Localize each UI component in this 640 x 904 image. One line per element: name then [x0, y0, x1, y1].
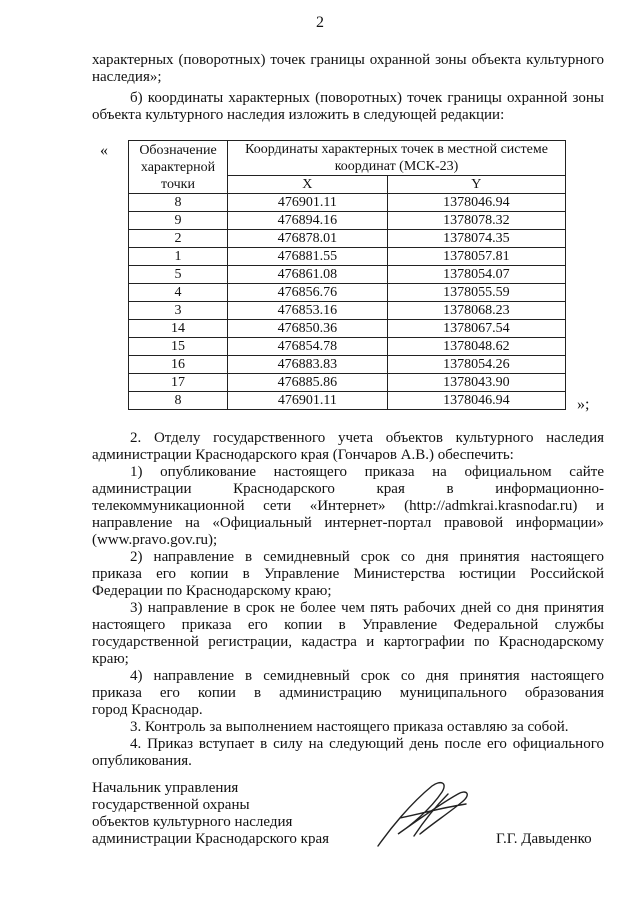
cell-x: 476901.11	[228, 392, 388, 410]
para3: 3. Контроль за выполнением настоящего приказа оставляю за собой.	[130, 719, 569, 735]
cell-x: 476894.16	[228, 212, 388, 230]
table-row	[129, 212, 566, 230]
table-row	[129, 194, 566, 212]
table-row	[129, 248, 566, 266]
signatory-title	[92, 780, 329, 848]
header-point: Обозначение характерной точки	[129, 141, 228, 194]
table-row	[129, 266, 566, 284]
cell-x: 476850.36	[228, 320, 388, 338]
cell-y: 1378054.26	[387, 356, 565, 374]
intro-line-2: наследия»;	[92, 69, 162, 85]
handwritten-signature	[370, 774, 480, 854]
opening-quote: «	[100, 142, 108, 159]
item-b-line-2: объекта культурного наследия изложить в следующей редакции:	[92, 107, 505, 123]
sub2-line-2: приказа его копии в Управление Министерства юстиции Российской	[92, 566, 604, 582]
table-row	[129, 302, 566, 320]
table-row	[129, 392, 566, 410]
cell-y: 1378055.59	[387, 284, 565, 302]
para2-line-2: администрации Краснодарского края (Гончаров А.В.) обеспечить:	[92, 447, 514, 463]
sub1-line-2: администрации Краснодарского края в информационно-	[92, 481, 604, 497]
cell-x: 476854.78	[228, 338, 388, 356]
cell-point: 8	[129, 194, 228, 212]
signatory-line-3: объектов культурного наследия	[92, 814, 293, 830]
sub3-line-2: настоящего приказа его копии в Управление Федеральной службы	[92, 617, 604, 633]
header-x: X	[228, 176, 388, 194]
table-row	[129, 284, 566, 302]
cell-x: 476853.16	[228, 302, 388, 320]
cell-point: 8	[129, 392, 228, 410]
signatory-line-4: администрации Краснодарского края	[92, 831, 330, 847]
cell-y: 1378048.62	[387, 338, 565, 356]
cell-y: 1378054.07	[387, 266, 565, 284]
closing-quote: »;	[577, 396, 590, 413]
cell-y: 1378074.35	[387, 230, 565, 248]
table-row	[129, 374, 566, 392]
table-row	[129, 356, 566, 374]
para4-line-2: опубликования.	[92, 753, 192, 769]
page-number: 2	[316, 14, 324, 31]
sub1-line-1: 1) опубликование настоящего приказа на официальном сайте	[130, 464, 604, 480]
sub3-line-1: 3) направление в срок не более чем пять рабочих дней со дня принятия	[130, 600, 604, 616]
cell-x: 476881.55	[228, 248, 388, 266]
para4-line-1: 4. Приказ вступает в силу на следующий день после его официального	[130, 736, 604, 752]
header-coordinates: Координаты характерных точек в местной системе координат (МСК-23)	[228, 141, 566, 176]
table-row	[129, 338, 566, 356]
signatory-line-1: Начальник управления	[92, 780, 239, 796]
cell-point: 14	[129, 320, 228, 338]
cell-point: 9	[129, 212, 228, 230]
cell-x: 476856.76	[228, 284, 388, 302]
sub3-line-3: государственной регистрации, кадастра и картографии по Краснодарскому	[92, 634, 604, 650]
cell-point: 1	[129, 248, 228, 266]
cell-point: 16	[129, 356, 228, 374]
header-y: Y	[387, 176, 565, 194]
cell-point: 17	[129, 374, 228, 392]
cell-x: 476883.83	[228, 356, 388, 374]
cell-x: 476878.01	[228, 230, 388, 248]
sub4-line-2: приказа его копии в администрацию муниципального образования	[92, 685, 604, 701]
sub4-line-3: город Краснодар.	[92, 702, 203, 718]
cell-x: 476861.08	[228, 266, 388, 284]
table-row	[129, 230, 566, 248]
sub2-line-1: 2) направление в семидневный срок со дня принятия настоящего	[130, 549, 604, 565]
coordinates-table	[128, 140, 566, 410]
sub1-line-4: направление на «Официальный интернет-портал правовой информации»	[92, 515, 604, 531]
cell-y: 1378067.54	[387, 320, 565, 338]
cell-y: 1378046.94	[387, 194, 565, 212]
para2-line-1: 2. Отделу государственного учета объектов культурного наследия	[130, 430, 604, 446]
sub1-line-5: (www.pravo.gov.ru);	[92, 532, 218, 548]
cell-y: 1378043.90	[387, 374, 565, 392]
cell-point: 4	[129, 284, 228, 302]
cell-x: 476885.86	[228, 374, 388, 392]
sub2-line-3: Федерации по Краснодарскому краю;	[92, 583, 332, 599]
cell-point: 5	[129, 266, 228, 284]
sub1-line-3: телекоммуникационной сети «Интернет» (http://admkrai.krasnodar.ru) и	[92, 498, 604, 514]
cell-point: 2	[129, 230, 228, 248]
cell-y: 1378057.81	[387, 248, 565, 266]
item-b-line-1: б) координаты характерных (поворотных) точек границы охранной зоны	[130, 90, 604, 106]
cell-y: 1378078.32	[387, 212, 565, 230]
cell-x: 476901.11	[228, 194, 388, 212]
sub3-line-4: краю;	[92, 651, 129, 667]
table-row	[129, 320, 566, 338]
cell-point: 3	[129, 302, 228, 320]
intro-line-1: характерных (поворотных) точек границы охранной зоны объекта культурного	[92, 52, 604, 68]
signatory-line-2: государственной охраны	[92, 797, 250, 813]
sub4-line-1: 4) направление в семидневный срок со дня принятия настоящего	[130, 668, 604, 684]
cell-y: 1378068.23	[387, 302, 565, 320]
signatory-name: Г.Г. Давыденко	[496, 831, 592, 847]
cell-y: 1378046.94	[387, 392, 565, 410]
cell-point: 15	[129, 338, 228, 356]
